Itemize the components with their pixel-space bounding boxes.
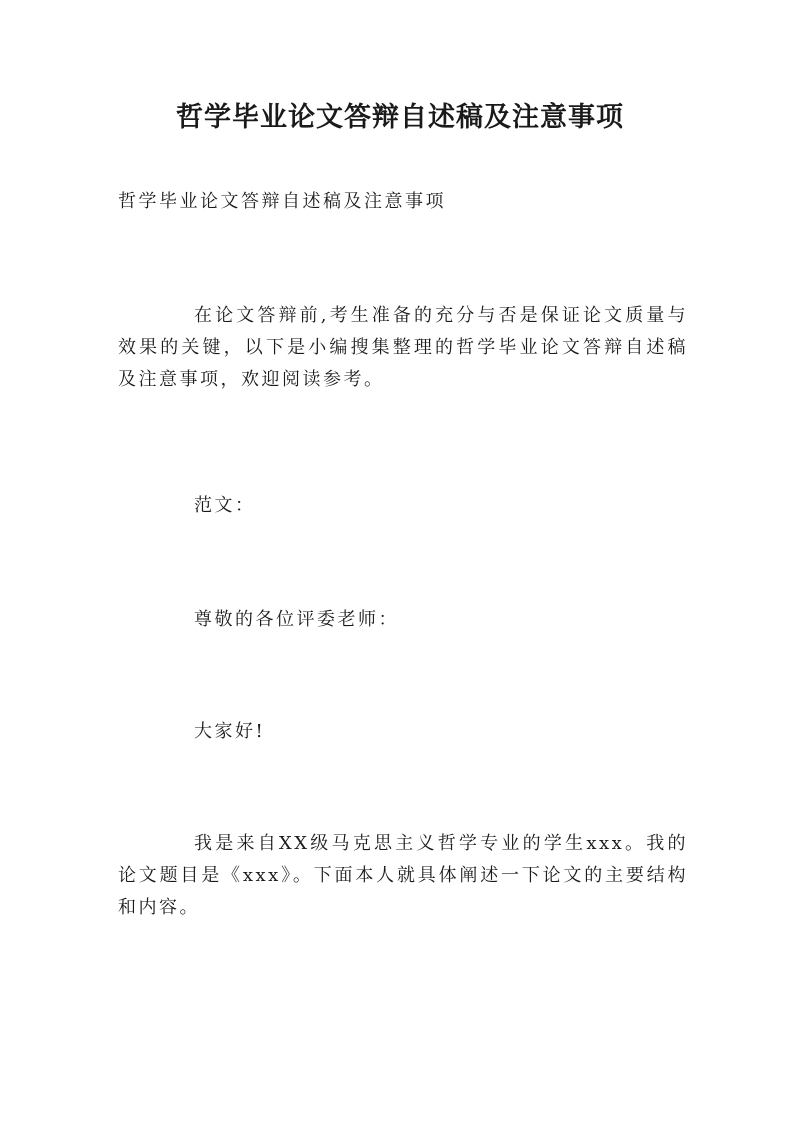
greeting: 大家好! — [194, 721, 266, 742]
document-title: 哲学毕业论文答辩自述稿及注意事项 — [176, 102, 624, 133]
salutation: 尊敬的各位评委老师： — [194, 609, 399, 630]
self-introduction-paragraph: 我是来自XX级马克思主义哲学专业的学生xxx。我的论文题目是《xxx》。下面本人就具体阐述一下论文的主要结构和内容。 — [118, 833, 688, 918]
intro-paragraph: 在论文答辩前,考生准备的充分与否是保证论文质量与效果的关键，以下是小编搜集整理的哲学毕业论文答辩自述稿及注意事项，欢迎阅读参考。 — [118, 305, 688, 390]
sample-label: 范文： — [194, 495, 256, 516]
document-subtitle: 哲学毕业论文答辩自述稿及注意事项 — [118, 191, 446, 212]
